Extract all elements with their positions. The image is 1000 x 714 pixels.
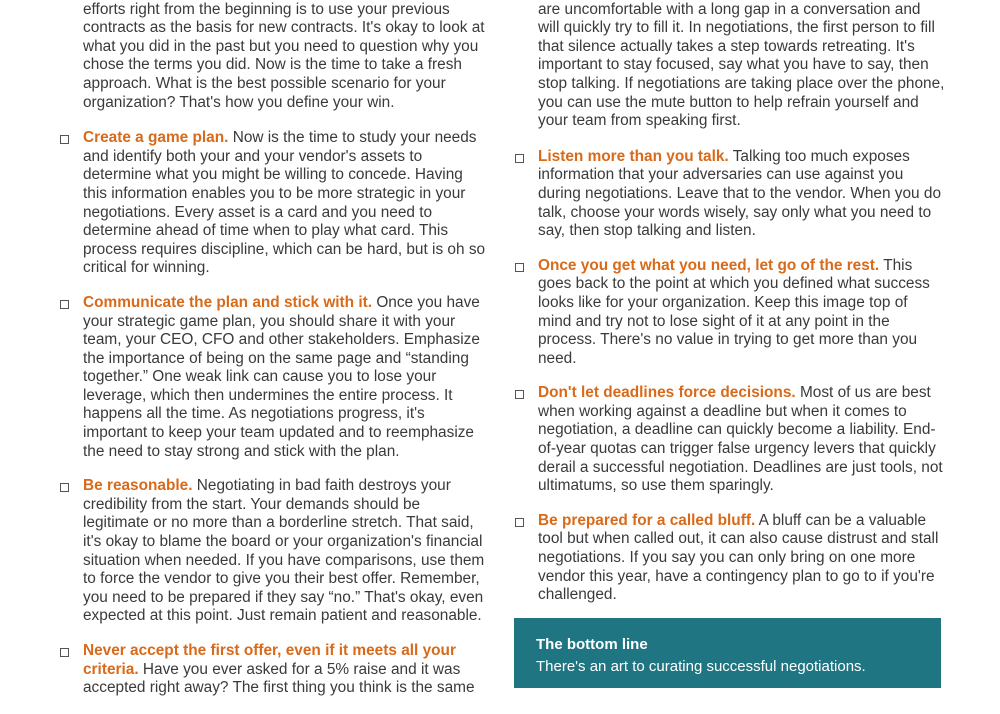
callout-text: There's an art to curating successful negotiations.: [536, 658, 866, 675]
item-body: Once you have your strategic game plan, you should share it with your team, your CEO, CFO and other stakeholders. Emphasize the importance of being on the same page and “standing together.” One weak link can cause you to lose your leverage, which then undermines the entire process. It happens all the time. As negotiations progress, it's important to keep your team updated and to reemphasize the need to stay strong and stick with the plan.: [83, 293, 480, 460]
checkbox-icon: [60, 300, 69, 309]
item-body: Have you ever asked for a 5% raise and it was accepted right away? The first thing you think is the same: [83, 660, 475, 697]
item-heading: Listen more than you talk.: [538, 147, 729, 165]
item-body: Talking too much exposes information that your adversaries can use against you during negotiations. Leave that to the vendor. When you do talk, choose your words wisely, say only what you need to say, then stop talking and listen.: [538, 147, 942, 240]
intro-paragraph: efforts right from the beginning is to use your previous contracts as the basis for new contracts. It's okay to look at what you did in the past but you need to question why you chose the terms you did. Now is the time to take a fresh approach. What is the best possible scenario for your organization? That's how you define your win.: [83, 0, 485, 111]
checklist-item-listen: [515, 148, 945, 241]
item-heading: Once you get what you need, let go of the rest.: [538, 256, 880, 274]
checkbox-icon: [515, 390, 524, 399]
checklist-item-called-bluff: [515, 512, 945, 605]
checkbox-icon: [515, 263, 524, 272]
bottom-line-callout: [514, 618, 941, 688]
item-body: This goes back to the point at which you defined what success looks like for your organization. Keep this image top of mind and try not to lose sight of it at any point in the process. There's no value in trying to get more than you need.: [538, 256, 930, 367]
checkbox-icon: [60, 483, 69, 492]
checklist-item-create-game-plan: [60, 129, 490, 278]
checklist-item-silence: [515, 0, 945, 1]
checklist-item-be-reasonable: [60, 477, 490, 626]
checklist-item-let-go: [515, 257, 945, 369]
item-body: Negotiating in bad faith destroys your credibility from the start. Your demands should be legitimate or no more than a borderline stretch. That said, it's okay to blame the board or your organization's financial situation when needed. If you have comparisons, use them to force the vendor to give you their best offer. Remember, you need to be prepared if they say “no.” That's okay, even expected at this point. Just remain patient and reasonable.: [83, 477, 485, 625]
item-heading: Be reasonable.: [83, 477, 193, 495]
checkbox-icon: [60, 648, 69, 657]
item-body: A bluff can be a valuable tool but when called out, it can also cause distrust and stall negotiations. If you say you can only bring on one more vendor this year, have a contingency plan to go to if you're challenged.: [538, 511, 939, 604]
item-body: Most of us are best when working against a deadline but when it comes to negotiation, a deadline can quickly become a liability. End-of-year quotas can trigger false urgency levers that quickly derail a successful negotiation. Deadlines are just tools, not ultimatums, so use them sparingly.: [538, 384, 943, 495]
item-heading: Don't let deadlines force decisions.: [538, 384, 796, 402]
item-body: Now is the time to study your needs and identify both your and your vendor's assets to determine what you might be willing to concede. Having this information enables you to be more strategic in your negotiations. Every asset is a card and you need to determine ahead of time when to play what card. This process requires discipline, which can be hard, but is oh so critical for winning.: [83, 129, 486, 277]
left-column: [60, 0, 490, 714]
item-heading: Never accept the first offer, even if it meets all your criteria.: [83, 642, 456, 678]
silence-continuation: are uncomfortable with a long gap in a conversation and will quickly try to fill it. In negotiations, the first person to fill that silence actually takes a step towards retreating. It's important to stay focused, say what you have to say, then stop talking. If negotiations are taking place over the phone, you can use the mute button to help refrain yourself and your team from speaking first.: [538, 0, 945, 130]
item-heading: Create a game plan.: [83, 129, 229, 147]
checklist-item-communicate-plan: [60, 294, 490, 461]
checkbox-icon: [515, 154, 524, 163]
checkbox-icon: [515, 518, 524, 527]
right-column: [515, 0, 945, 621]
checklist-item-first-offer: [60, 642, 490, 698]
item-heading: Be prepared for a called bluff.: [538, 511, 756, 529]
checkbox-icon: [60, 135, 69, 144]
item-heading: Communicate the plan and stick with it.: [83, 293, 373, 311]
callout-title: The bottom line: [536, 636, 648, 653]
checklist-item-deadlines: [515, 384, 945, 496]
